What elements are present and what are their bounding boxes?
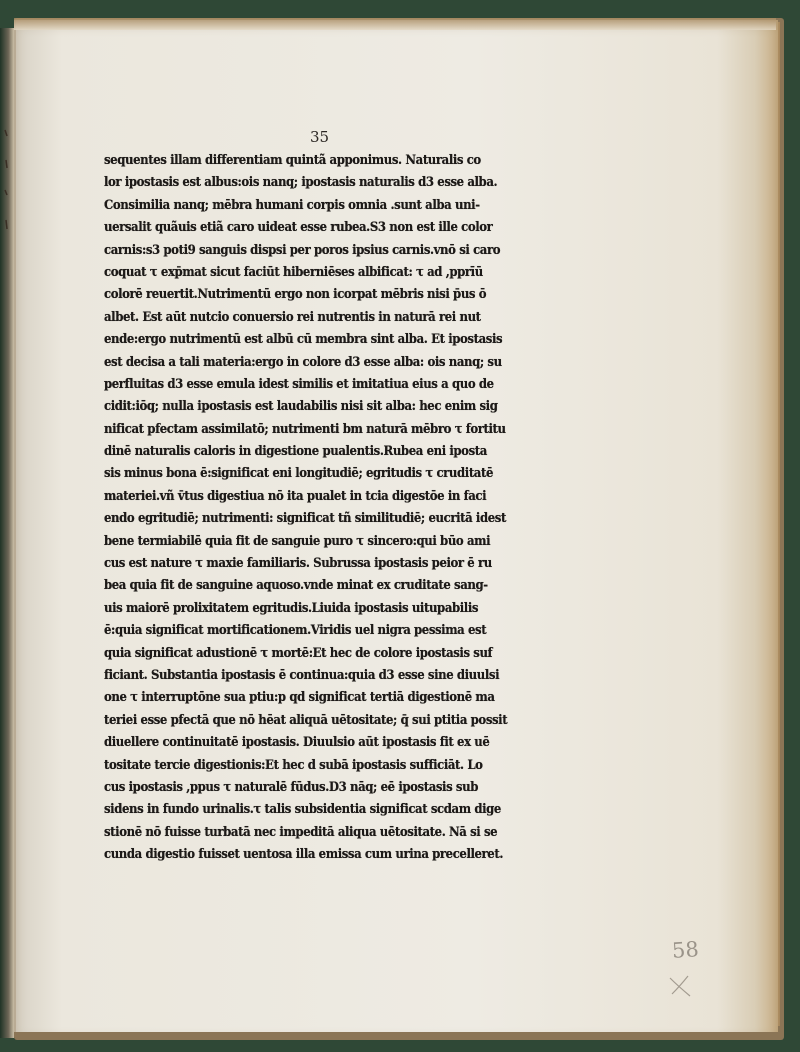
text-line: cidit:iōq; nulla ipostasis est laudabilis nisi sit alba: hec enim sig bbox=[104, 398, 498, 414]
text-line: sequentes illam differentiam quintã apponimus. Naturalis co bbox=[104, 152, 481, 167]
text-line: ē:quia significat mortificationem.Viridis uel nigra pessima est bbox=[104, 622, 487, 638]
page-number: 35 bbox=[310, 128, 330, 146]
text-line: lor ipostasis est albus:ois nanq; ipostasis naturalis d3 esse alba. bbox=[104, 174, 498, 190]
pencil-mark-icon bbox=[666, 972, 696, 1000]
text-line: uersalit quãuis etiã caro uideat esse rubea.S3 non est ille color bbox=[104, 219, 493, 235]
text-line: albet. Est aūt nutcio conuersio rei nutrentis in naturā rei nut bbox=[104, 308, 481, 324]
text-line: colorē reuertit.Nutrimentū ergo non icorpat mēbris nisi p̄us ō bbox=[104, 286, 487, 302]
text-line: sis minus bona ē:significat eni longitudiē; egritudis τ cruditatē bbox=[104, 465, 494, 481]
text-line: teriei esse pfectā que nō hēat aliquā uētositate; q̄ sui ptitia possit bbox=[104, 711, 508, 727]
text-line: diuellere continuitatē ipostasis. Diuulsio aūt ipostasis fit ex uē bbox=[104, 734, 490, 750]
text-column bbox=[104, 149, 544, 866]
text-line: nificat pfectam assimilatō; nutrimenti bm naturā mēbro τ fortitu bbox=[104, 420, 506, 436]
text-line: est decisa a tali materia:ergo in colore d3 esse alba: ois nanq; su bbox=[104, 353, 502, 369]
text-line: tositate tercie digestionis:Et hec d subā ipostasis sufficiāt. Lo bbox=[104, 756, 483, 772]
text-line: bene termiabilē quia fit de sanguie puro τ sincero:qui būo ami bbox=[104, 532, 491, 548]
text-line: cus ipostasis ,ppus τ naturalē fūdus.D3 nāq; eē ipostasis sub bbox=[104, 778, 478, 794]
page-top-edge bbox=[14, 18, 776, 30]
binding-marks bbox=[2, 120, 12, 260]
text-line: sidens in fundo urinalis.τ talis subsidentia significat scdam dige bbox=[104, 801, 501, 817]
text-line: quia significat adustionē τ mortē:Et hec de colore ipostasis suf bbox=[104, 644, 493, 660]
text-line: ende:ergo nutrimentū est albū cū membra sint alba. Et ipostasis bbox=[104, 331, 503, 347]
text-line: dinē naturalis caloris in digestione pualentis.Rubea eni iposta bbox=[104, 443, 487, 459]
text-line: perfluitas d3 esse emula idest similis et imitatiua eius a quo de bbox=[104, 375, 494, 391]
text-line: materiei.vñ v̄tus digestiua nō ita pualet in tcia digestōe in faci bbox=[104, 487, 487, 503]
text-line: one τ interruptōne sua ptiu:p qd significat tertiā digestionē ma bbox=[104, 689, 495, 705]
text-line: endo egritudiē; nutrimenti: significat tñ similitudiē; eucritā idest bbox=[104, 510, 506, 526]
text-line: cunda digestio fuisset uentosa illa emissa cum urina precelleret. bbox=[104, 846, 503, 862]
pencil-folio-note: 58 bbox=[671, 937, 700, 963]
text-line: coquat τ exp̄mat sicut faciūt hiberniēses albificat: τ ad ,pprīū bbox=[104, 263, 483, 279]
text-line: stionē nō fuisse turbatā nec impeditā aliqua uētositate. Nā si se bbox=[104, 823, 498, 839]
text-line: ficiant. Substantia ipostasis ē continua:quia d3 esse sine diuulsi bbox=[104, 666, 500, 682]
text-line: bea quia fit de sanguine aquoso.vnde minat ex cruditate sang- bbox=[104, 577, 488, 593]
text-line: carnis:s3 poti9 sanguis dispsi per poros ipsius carnis.vnō si caro bbox=[104, 241, 501, 257]
text-line: uis maiorē prolixitatem egritudis.Liuida ipostasis uitupabilis bbox=[104, 599, 479, 615]
text-line: cus est nature τ maxie familiaris. Subrussa ipostasis peior ē ru bbox=[104, 555, 492, 571]
text-line: Consimilia nanq; mēbra humani corpis omnia .sunt alba uni- bbox=[104, 196, 480, 212]
